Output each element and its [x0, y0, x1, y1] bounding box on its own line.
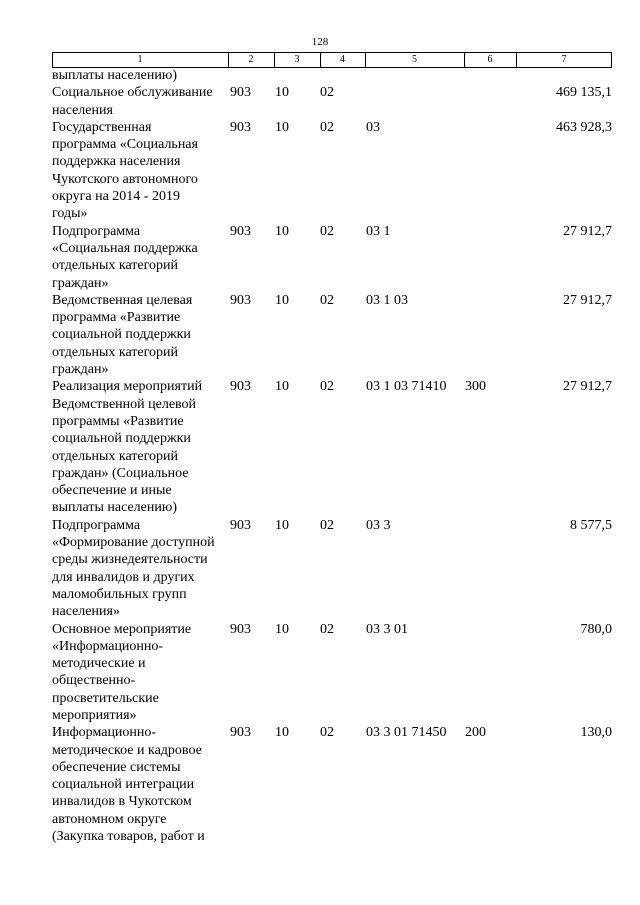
- row-code: 903: [230, 621, 251, 637]
- table-row: [52, 517, 612, 621]
- row-code: 903: [230, 379, 251, 395]
- row-subsection: 02: [320, 725, 334, 741]
- row-name: Информационно- методическое и кадровое обеспечение системы социальной интеграции инвалидов в Чукотском автономном округе (Закупка товаров, работ и: [52, 725, 205, 845]
- row-code: 903: [230, 517, 251, 533]
- row-subsection: 02: [320, 119, 334, 135]
- row-section: 10: [275, 119, 289, 135]
- header-col-1: 1: [137, 54, 143, 65]
- row-code: 903: [230, 223, 251, 239]
- table-row: [52, 84, 612, 119]
- row-name: Подпрограмма «Формирование доступной среды жизнедеятельности для инвалидов и других маломобильных групп населения»: [52, 517, 215, 620]
- row-section: 10: [275, 292, 289, 308]
- row-target-article: 03 1 03 71410: [366, 379, 447, 395]
- table-row: [52, 621, 612, 725]
- table-row: [52, 223, 612, 292]
- header-col-2: 2: [248, 54, 254, 65]
- header-col-4: 4: [340, 54, 345, 65]
- header-col-3: 3: [294, 54, 300, 65]
- row-subsection: 02: [320, 621, 334, 637]
- row-subsection: 02: [320, 379, 334, 395]
- row-target-article: 03 3 01 71450: [366, 725, 447, 741]
- table-row: [52, 119, 612, 223]
- table-border-right: [611, 52, 612, 68]
- header-col-5: 5: [412, 54, 417, 65]
- row-name: Социальное обслуживание населения: [52, 85, 213, 118]
- row-target-article: 03 1: [366, 223, 391, 239]
- row-code: 903: [230, 292, 251, 308]
- row-name: Подпрограмма «Социальная поддержка отдельных категорий граждан»: [52, 223, 198, 291]
- row-amount: 469 135,1: [556, 85, 612, 101]
- table-header: [52, 52, 612, 68]
- row-section: 10: [275, 379, 289, 395]
- header-col-6: 6: [487, 54, 493, 65]
- row-section: 10: [275, 223, 289, 239]
- row-amount: 463 928,3: [556, 119, 612, 135]
- row-code: 903: [230, 85, 251, 101]
- row-section: 10: [275, 85, 289, 101]
- row-code: 903: [230, 119, 251, 135]
- row-amount: 130,0: [580, 725, 612, 741]
- table-row: [52, 67, 612, 84]
- row-subsection: 02: [320, 517, 334, 533]
- table-row: [52, 292, 612, 378]
- row-subsection: 02: [320, 223, 334, 239]
- row-section: 10: [275, 725, 289, 741]
- table-row: [52, 378, 612, 516]
- row-subsection: 02: [320, 85, 334, 101]
- row-amount: 780,0: [580, 621, 612, 637]
- table-body: [52, 67, 612, 845]
- row-name: Основное мероприятие «Информационно- методические и общественно- просветительские мероприятия»: [52, 621, 192, 723]
- row-name: выплаты населению): [52, 68, 177, 83]
- row-amount: 27 912,7: [563, 292, 612, 308]
- row-target-article: 03: [366, 119, 380, 135]
- row-amount: 27 912,7: [563, 379, 612, 395]
- table-row: [52, 724, 612, 845]
- row-name: Ведомственная целевая программа «Развитие социальной поддержки отдельных категорий граждан»: [52, 292, 193, 378]
- row-target-article: 03 1 03: [366, 292, 408, 308]
- header-col-7: 7: [561, 54, 567, 65]
- row-section: 10: [275, 621, 289, 637]
- row-amount: 27 912,7: [563, 223, 612, 239]
- row-expense-type: 300: [465, 379, 486, 395]
- row-expense-type: 200: [465, 725, 486, 741]
- row-name: Реализация мероприятий Ведомственной целевой программы «Развитие социальной поддержки отдельных категорий граждан» (Социальное обеспечение и иные выплаты населению): [52, 379, 203, 516]
- row-amount: 8 577,5: [570, 517, 612, 533]
- row-subsection: 02: [320, 292, 334, 308]
- row-code: 903: [230, 725, 251, 741]
- row-name: Государственная программа «Социальная поддержка населения Чукотского автономного округа на 2014 - 2019 годы»: [52, 119, 198, 222]
- row-target-article: 03 3 01: [366, 621, 408, 637]
- row-target-article: 03 3: [366, 517, 391, 533]
- row-section: 10: [275, 517, 289, 533]
- page-number: 128: [311, 36, 329, 48]
